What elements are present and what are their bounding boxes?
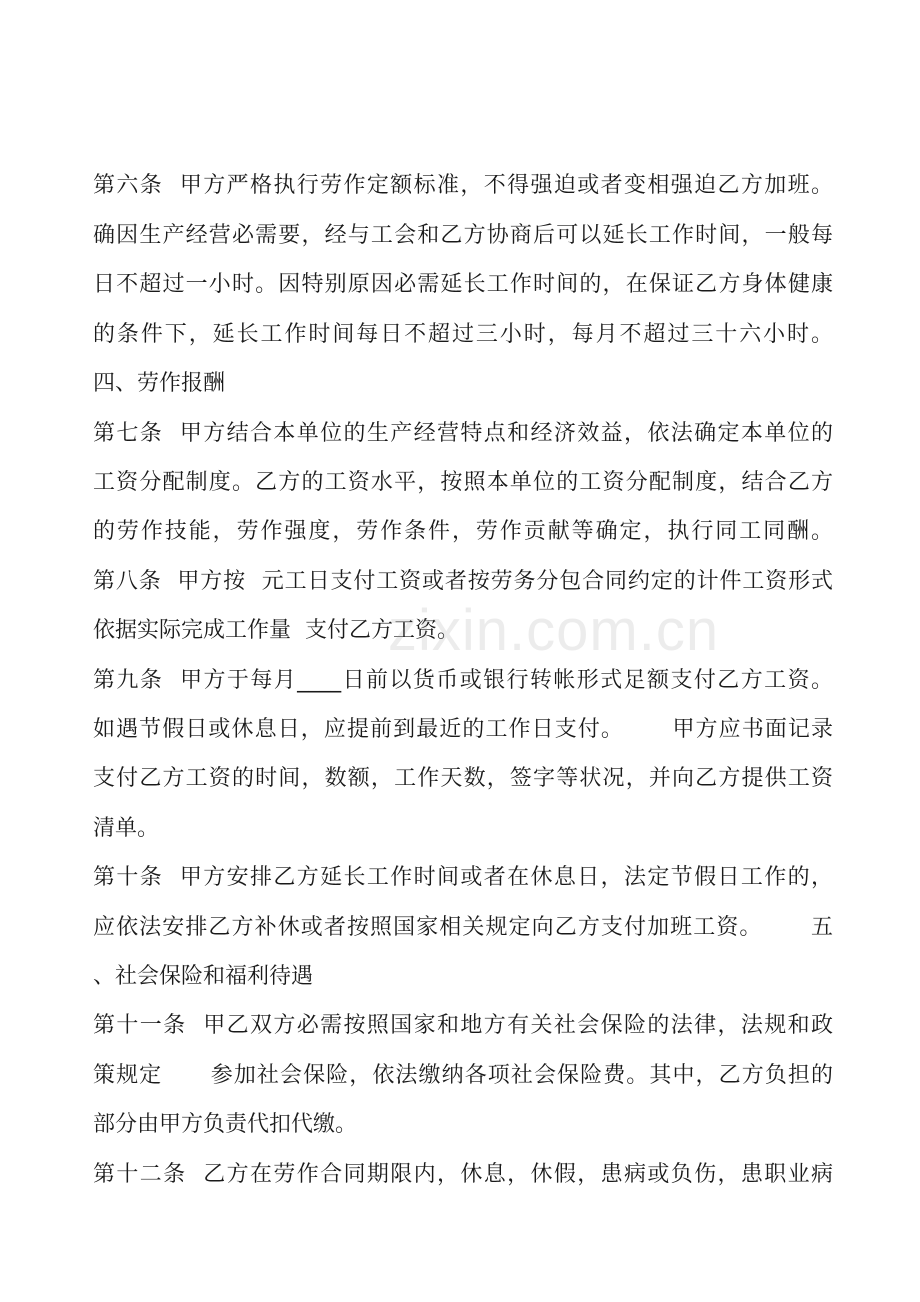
section-4-heading: 四、劳作报酬 [93, 371, 226, 396]
article-8-line-1: 第八条 甲方按 元工日支付工资或者按劳务分包合同约定的计件工资形式 [93, 569, 833, 594]
article-7-line-1: 第七条 甲方结合本单位的生产经营特点和经济效益，依法确定本单位的 [93, 421, 833, 446]
article-8-line-2: 依据实际完成工作量 支付乙方工资。 [93, 618, 459, 643]
article-11-line-2: 策规定 参加社会保险，依法缴纳各项社会保险费。其中，乙方负担的 [93, 1063, 833, 1088]
article-7-line-3: 的劳作技能，劳作强度，劳作条件，劳作贡献等确定，执行同工同酬。 [93, 519, 833, 544]
article-6-line-3: 日不超过一小时。因特别原因必需延长工作时间的，在保证乙方身体健康 [93, 272, 833, 297]
article-9-line-3: 支付乙方工资的时间，数额，工作天数，签字等状况，并向乙方提供工资 [93, 766, 833, 791]
article-9-line-1: 第九条 甲方于每月____日前以货币或银行转帐形式足额支付乙方工资。 [93, 668, 833, 693]
article-9-line-4: 清单。 [93, 816, 160, 841]
article-6-line-1: 第六条 甲方严格执行劳作定额标准，不得强迫或者变相强迫乙方加班。 [93, 173, 833, 198]
article-11-line-1: 第十一条 甲乙双方必需按照国家和地方有关社会保险的法律，法规和政 [93, 1013, 833, 1038]
article-6-line-4: 的条件下，延长工作时间每日不超过三小时，每月不超过三十六小时。 [93, 322, 833, 347]
article-10-line-1: 第十条 甲方安排乙方延长工作时间或者在休息日，法定节假日工作的， [93, 865, 833, 890]
article-12-line-1: 第十二条 乙方在劳作合同期限内，休息，休假，患病或负伤，患职业病 [93, 1162, 833, 1187]
article-7-line-2: 工资分配制度。乙方的工资水平，按照本单位的工资分配制度，结合乙方 [93, 470, 833, 495]
article-10-line-2: 应依法安排乙方补休或者按照国家相关规定向乙方支付加班工资。 五 [93, 915, 833, 940]
watermark: zixin.com.cn [388, 598, 720, 663]
article-11-line-3: 部分由甲方负责代扣代缴。 [93, 1112, 358, 1137]
section-5-heading: 、社会保险和福利待遇 [93, 964, 314, 989]
article-6-line-2: 确因生产经营必需要，经与工会和乙方协商后可以延长工作时间，一般每 [93, 223, 833, 248]
article-9-line-2: 如遇节假日或休息日，应提前到最近的工作日支付。 甲方应书面记录 [93, 717, 833, 742]
